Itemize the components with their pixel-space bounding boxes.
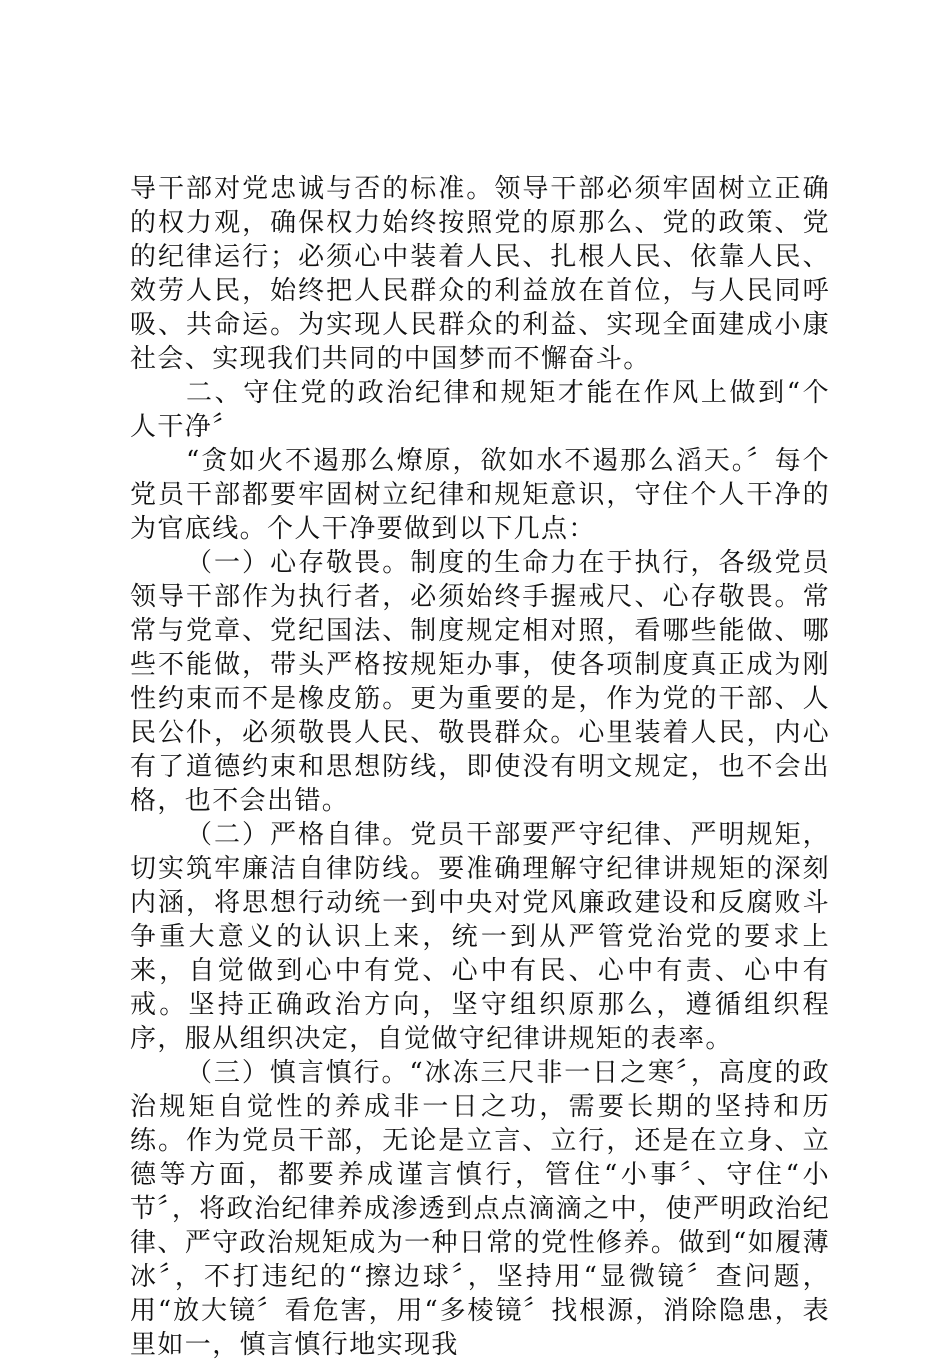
paragraph-quote: “贪如火不遏那么燎原，欲如水不遏那么滔天。〞每个党员干部都要牢固树立纪律和规矩意识，守住个人干净的为官底线。个人干净要做到以下几点： [130, 446, 830, 544]
paragraph-item-3: （三）慎言慎行。“冰冻三尺非一日之寒〞，高度的政治规矩自觉性的养成非一日之功，需要长期的坚持和历练。作为党员干部，无论是立言、立行，还是在立身、立德等方面，都要养成谨言慎行，管住“小事〞、守住“小节〞，将政治纪律养成渗透到点点滴滴之中，使严明政治纪律、严守政治规矩成为一种日常的党性修养。做到“如履薄冰〞，不打违纪的“擦边球〞，坚持用“显微镜〞查问题，用“放大镜〞看危害，用“多棱镜〞找根源，消除隐患，表里如一，慎言慎行地实现我 [130, 1058, 830, 1360]
section-heading-2: 二、守住党的政治纪律和规矩才能在作风上做到“个人干净〞 [130, 378, 830, 442]
document-body [130, 172, 830, 1362]
paragraph-continuation: 导干部对党忠诚与否的标准。领导干部必须牢固树立正确的权力观，确保权力始终按照党的原那么、党的政策、党的纪律运行；必须心中装着人民、扎根人民、依靠人民、效劳人民，始终把人民群众的利益放在首位，与人民同呼吸、共命运。为实现人民群众的利益、实现全面建成小康社会、实现我们共同的中国梦而不懈奋斗。 [130, 174, 830, 374]
paragraph-item-2: （二）严格自律。党员干部要严守纪律、严明规矩，切实筑牢廉洁自律防线。要准确理解守纪律讲规矩的深刻内涵，将思想行动统一到中央对党风廉政建设和反腐败斗争重大意义的认识上来，统一到从严管党治党的要求上来，自觉做到心中有党、心中有民、心中有责、心中有戒。坚持正确政治方向，坚守组织原那么，遵循组织程序，服从组织决定，自觉做守纪律讲规矩的表率。 [130, 820, 830, 1054]
paragraph-item-1: （一）心存敬畏。制度的生命力在于执行，各级党员领导干部作为执行者，必须始终手握戒尺、心存敬畏。常常与党章、党纪国法、制度规定相对照，看哪些能做、哪些不能做，带头严格按规矩办事，使各项制度真正成为刚性约束而不是橡皮筋。更为重要的是，作为党的干部、人民公仆，必须敬畏人民、敬畏群众。心里装着人民，内心有了道德约束和思想防线，即使没有明文规定，也不会出格，也不会出错。 [130, 548, 830, 816]
